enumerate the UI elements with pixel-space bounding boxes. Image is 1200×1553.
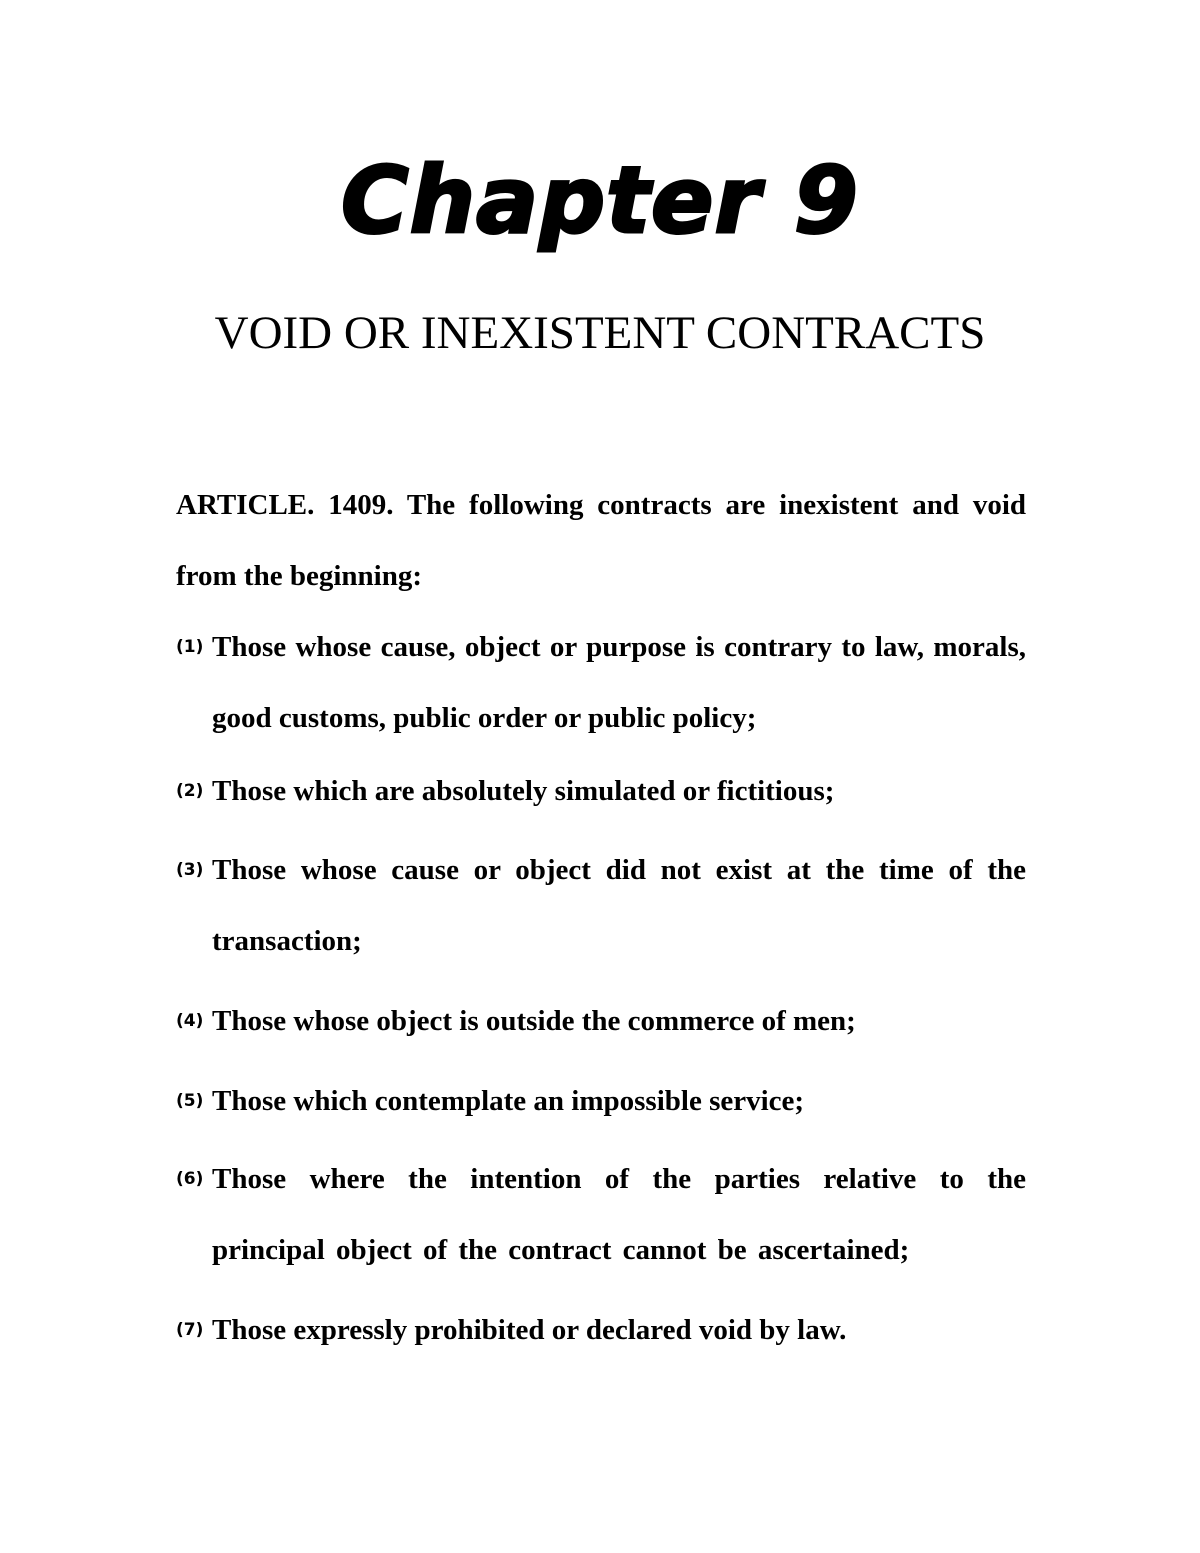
- list-item: [176, 1144, 1026, 1286]
- list-item: [176, 756, 1026, 827]
- list-item-number: (4): [176, 1011, 204, 1031]
- chapter-title: Chapter 9: [341, 147, 859, 254]
- list-item-text: Those whose cause or object did not exist at the time of the transaction;: [212, 854, 1026, 957]
- list-item: [176, 1295, 1026, 1366]
- list-item-text: Those which contemplate an impossible service;: [212, 1085, 805, 1117]
- list-item: [176, 612, 1026, 754]
- list-item-number: (5): [176, 1091, 204, 1111]
- list-item-number: (1): [176, 637, 204, 657]
- list-item-number: (2): [176, 781, 204, 801]
- list-item-number: (3): [176, 860, 204, 880]
- list-item-text: Those whose object is outside the commerce of men;: [212, 1005, 856, 1037]
- list-item-number: (6): [176, 1169, 204, 1189]
- list-item: [176, 1066, 1026, 1137]
- list-item-text: Those where the intention of the parties relative to the principal object of the contract cannot be ascertained;: [212, 1163, 1026, 1266]
- list-item-text: Those whose cause, object or purpose is contrary to law, morals, good customs, public order or public policy;: [212, 631, 1026, 734]
- list-item: [176, 835, 1026, 977]
- list-item-number: (7): [176, 1320, 204, 1340]
- article-intro: ARTICLE. 1409. The following contracts are inexistent and void from the beginning:: [176, 489, 1026, 592]
- list-item-text: Those which are absolutely simulated or fictitious;: [212, 775, 835, 807]
- list-item-text: Those expressly prohibited or declared void by law.: [212, 1314, 847, 1346]
- list-item: [176, 986, 1026, 1057]
- chapter-subtitle: VOID OR INEXISTENT CONTRACTS: [214, 307, 986, 359]
